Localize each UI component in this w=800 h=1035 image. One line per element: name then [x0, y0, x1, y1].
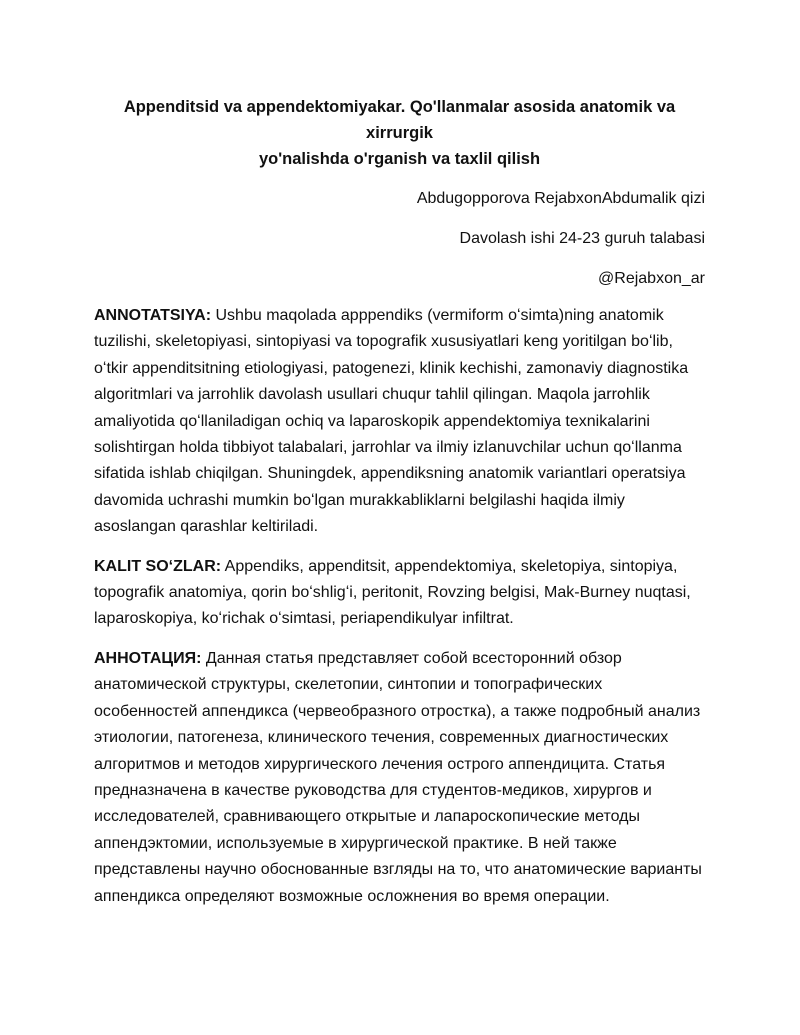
- annotation-russian-label: АННОТАЦИЯ:: [94, 649, 202, 667]
- annotation-uzbek: [94, 303, 705, 541]
- author-name: Abdugopporova RejabxonAbdumalik qizi: [416, 190, 705, 207]
- author-affiliation: Davolash ishi 24-23 guruh talabasi: [459, 230, 705, 247]
- paper-title-line-2: yo'nalishda o'rganish va taxlil qilish: [258, 150, 541, 168]
- paper-title-line-1: Appenditsid va appendektomiyakar. Qo'llanmalar asosida anatomik va xirrurgik: [123, 98, 676, 142]
- paper-title: [94, 94, 705, 172]
- author-handle: @Rejabxon_ar: [598, 270, 705, 287]
- annotation-russian: [94, 646, 705, 910]
- keywords-uzbek-text: Appendiks, appenditsit, appendektomiya, skeletopiya, sintopiya, topografik anatomiya, qorin boʻshligʻi, peritonit, Rovzing belgisi, Mak-Burney nuqtasi, laparoskopiya, koʻrichak oʻsimtasi, periapendikulyar infiltrat.: [94, 557, 691, 628]
- keywords-uzbek: [94, 554, 705, 633]
- annotation-uzbek-label: ANNOTATSIYA:: [94, 307, 212, 324]
- annotation-russian-text: Данная статья представляет собой всесторонний обзор анатомической структуры, скелетопии, синтопии и топографических особенностей аппендикса (червеобразного отростка), а также подробный анализ этиологии, патогенеза, клинического течения, современных диагностических алгоритмов и методов хирургического лечения острого аппендицита. Статья предназначена в качестве руководства для студентов-медиков, хирургов и исследователей, сравнивающего открытые и лапароскопические методы аппендэктомии, используемые в хирургической практике. В ней также представлены научно обоснованные взгляды на то, что анатомические варианты аппендикса определяют возможные осложнения во время операции.: [94, 649, 702, 905]
- keywords-uzbek-label: KALIT SOʻZLAR:: [94, 557, 222, 575]
- annotation-uzbek-text: Ushbu maqolada apppendiks (vermiform oʻsimta)ning anatomik tuzilishi, skeletopiyasi, sintopiyasi va topografik xususiyatlari keng yoritilgan boʻlib, oʻtkir appenditsitning etiologiyasi, patogenezi, klinik kechishi, zamonaviy diagnostika algoritmlari va jarrohlik davolash usullari chuqur tahlil qilingan. Maqola jarrohlik amaliyotida qoʻllaniladigan ochiq va laparoskopik appendektomiya texnikalarini solishtirgan holda tibbiyot talabalari, jarrohlar va ilmiy izlanuvchilar uchun qoʻllanma sifatida ishlab chiqilgan. Shuningdek, appendiksning anatomik variantlari operatsiya davomida uchrashi mumkin boʻlgan murakkabliklarni belgilashi haqida ilmiy asoslangan qarashlar keltiriladi.: [94, 307, 689, 536]
